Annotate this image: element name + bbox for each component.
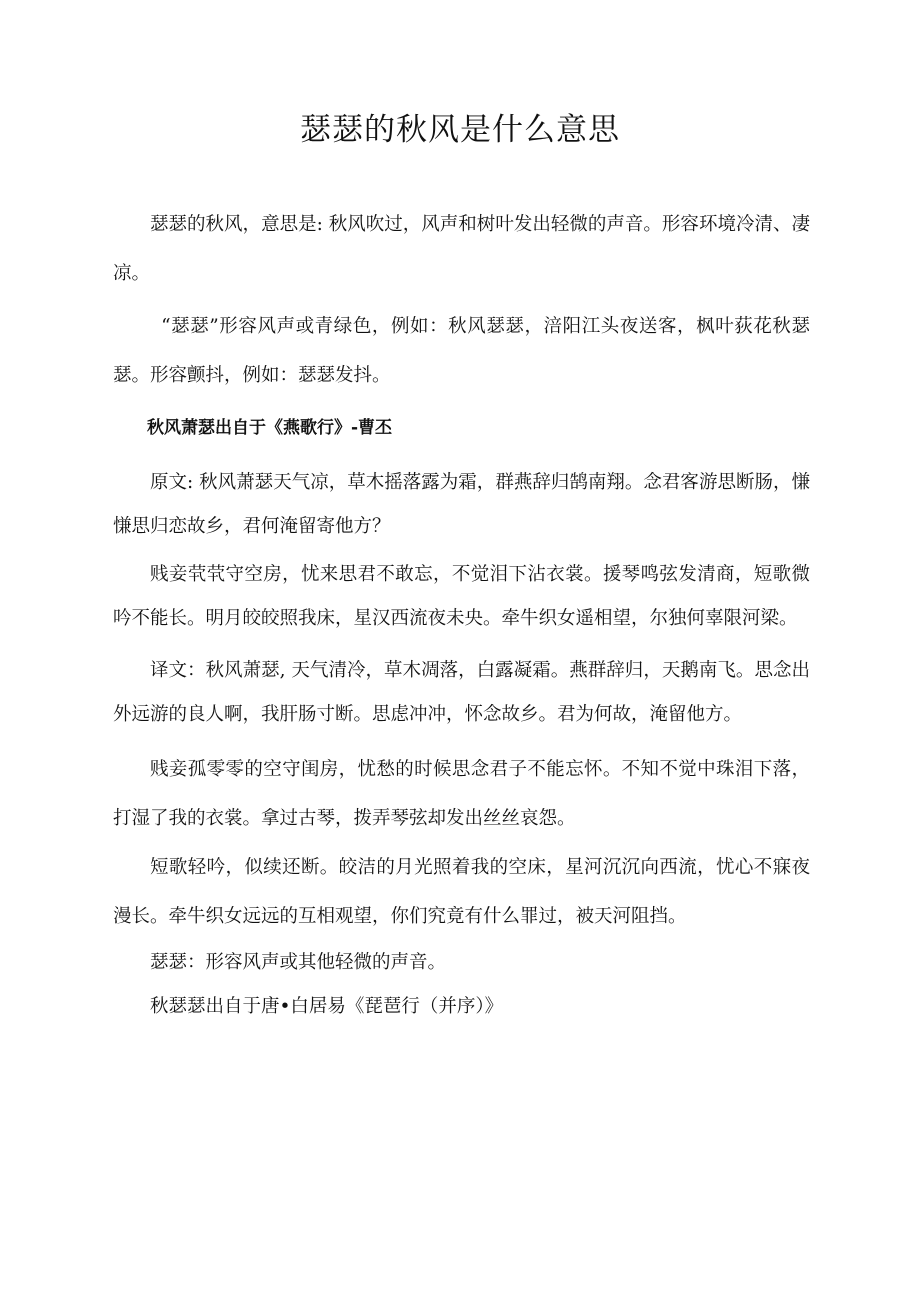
paragraph-pipa-source: 秋瑟瑟出自于唐•白居易《琵琶行（并序）》 — [150, 996, 504, 1017]
page-title: 瑟瑟的秋风是什么意思 — [300, 112, 620, 148]
paragraph-source-heading: 秋风萧瑟出自于《燕歌行》-曹丕 — [147, 418, 393, 438]
paragraph-usage: “瑟瑟”形容风声或青绿色，例如：秋风瑟瑟，涪阳江头夜送客，枫叶荻花秋瑟瑟。形容颤抖，例如：瑟瑟发抖。 — [113, 316, 810, 386]
paragraph-translation-2: 贱妾孤零零的空守闺房，忧愁的时候思念君子不能忘怀。不知不觉中珠泪下落，打湿了我的衣裳。拿过古琴，拨弄琴弦却发出丝丝哀怨。 — [113, 759, 810, 829]
paragraph-original-text-1: 原文: 秋风萧瑟天气凉，草木摇落露为霜，群燕辞归鹄南翔。念君客游思断肠，慊慊思归恋故乡，君何淹留寄他方？ — [113, 472, 810, 537]
paragraph-translation-3: 短歌轻吟，似续还断。皎洁的月光照着我的空床，星河沉沉向西流，忧心不寐夜漫长。牵牛织女远远的互相观望，你们究竟有什么罪过，被天河阻挡。 — [113, 857, 810, 927]
paragraph-definition: 瑟瑟的秋风，意思是: 秋风吹过，风声和树叶发出轻微的声音。形容环境冷清、凄凉。 — [113, 214, 810, 284]
paragraph-original-text-2: 贱妾茕茕守空房，忧来思君不敢忘，不觉泪下沾衣裳。援琴鸣弦发清商，短歌微吟不能长。明月皎皎照我床，星汉西流夜未央。牵牛织女遥相望，尔独何辜限河梁。 — [113, 564, 810, 629]
paragraph-sese-definition: 瑟瑟：形容风声或其他轻微的声音。 — [150, 952, 447, 973]
document-body — [113, 200, 810, 1029]
paragraph-translation-1: 译文：秋风萧瑟, 天气清冷，草木凋落，白露凝霜。燕群辞归，天鹅南飞。思念出外远游的良人啊，我肝肠寸断。思虑冲冲，怀念故乡。君为何故，淹留他方。 — [113, 660, 810, 725]
